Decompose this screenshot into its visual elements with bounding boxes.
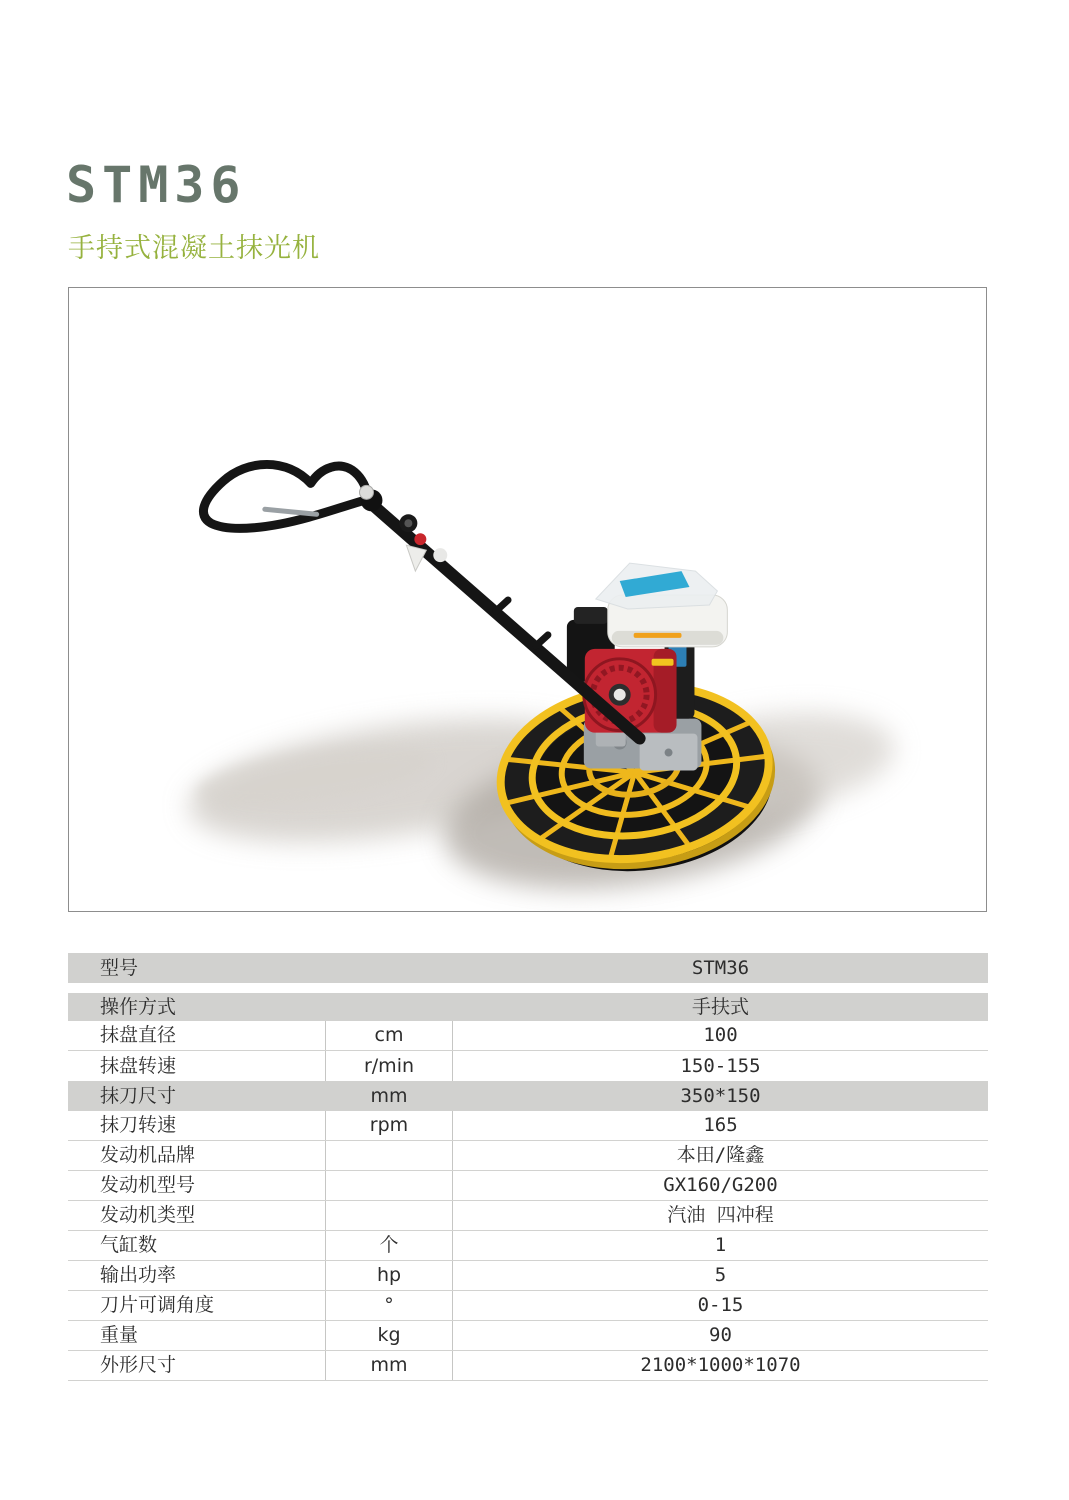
spec-unit: r/min <box>325 1051 453 1081</box>
spec-unit: rpm <box>325 1111 453 1140</box>
spec-unit: mm <box>370 1084 408 1107</box>
table-row <box>68 1051 988 1081</box>
spec-unit: ° <box>325 1291 453 1320</box>
spec-value: 本田/隆鑫 <box>676 1144 765 1166</box>
spec-table <box>68 953 988 1381</box>
table-row-highlight <box>68 1081 988 1111</box>
spec-value: 5 <box>714 1264 727 1286</box>
table-row <box>68 1351 988 1381</box>
table-row <box>68 1261 988 1291</box>
table-gap <box>68 983 988 993</box>
table-row <box>68 1321 988 1351</box>
spec-unit: hp <box>325 1261 453 1290</box>
spec-value: 手扶式 <box>691 995 749 1018</box>
spec-value: 0-15 <box>697 1294 744 1316</box>
spec-label: 外形尺寸 <box>100 1354 177 1376</box>
spec-unit: cm <box>325 1021 453 1050</box>
spec-unit: 个 <box>325 1231 453 1260</box>
table-row <box>68 1111 988 1141</box>
table-row <box>68 1141 988 1171</box>
spec-value: 100 <box>703 1024 738 1046</box>
spec-value: 1 <box>714 1234 727 1256</box>
spec-label: 抹盘直径 <box>100 1024 177 1046</box>
table-row <box>68 1201 988 1231</box>
spec-label: 抹盘转速 <box>100 1054 177 1077</box>
spec-label: 抹刀尺寸 <box>100 1084 177 1107</box>
handle-hardware <box>360 485 448 571</box>
spec-label: 刀片可调角度 <box>100 1294 215 1316</box>
page-title: STM36 <box>66 156 247 214</box>
spec-unit: kg <box>325 1321 453 1350</box>
spec-unit: mm <box>325 1351 453 1380</box>
spec-unit <box>325 1201 453 1230</box>
spec-label: 操作方式 <box>100 995 177 1018</box>
spec-value: 165 <box>703 1114 738 1136</box>
spec-value: 汽油 四冲程 <box>667 1204 774 1226</box>
spec-value: 350*150 <box>680 1084 761 1107</box>
spec-label: 发动机类型 <box>100 1204 196 1226</box>
spec-unit <box>325 993 453 1021</box>
spec-label: 输出功率 <box>100 1264 177 1286</box>
product-image-panel <box>68 287 987 912</box>
table-row <box>68 1231 988 1261</box>
table-row <box>68 1291 988 1321</box>
spec-value: STM36 <box>691 956 750 979</box>
spec-unit <box>325 1171 453 1200</box>
spec-value: 90 <box>709 1324 732 1346</box>
spec-label: 发动机型号 <box>100 1174 196 1196</box>
model-row <box>68 953 988 983</box>
spec-label: 型号 <box>100 956 139 979</box>
product-image <box>69 288 986 911</box>
spec-label: 气缸数 <box>100 1234 158 1256</box>
spec-label: 重量 <box>100 1324 139 1346</box>
operation-row <box>68 993 988 1021</box>
spec-value: GX160/G200 <box>663 1174 778 1196</box>
spec-label: 抹刀转速 <box>100 1114 177 1136</box>
spec-unit <box>325 953 453 983</box>
spec-unit <box>325 1141 453 1170</box>
page-subtitle: 手持式混凝土抹光机 <box>68 233 320 264</box>
spec-label: 发动机品牌 <box>100 1144 196 1166</box>
spec-value: 2100*1000*1070 <box>640 1354 801 1376</box>
table-row <box>68 1021 988 1051</box>
spec-value: 150-155 <box>680 1054 761 1077</box>
table-row <box>68 1171 988 1201</box>
